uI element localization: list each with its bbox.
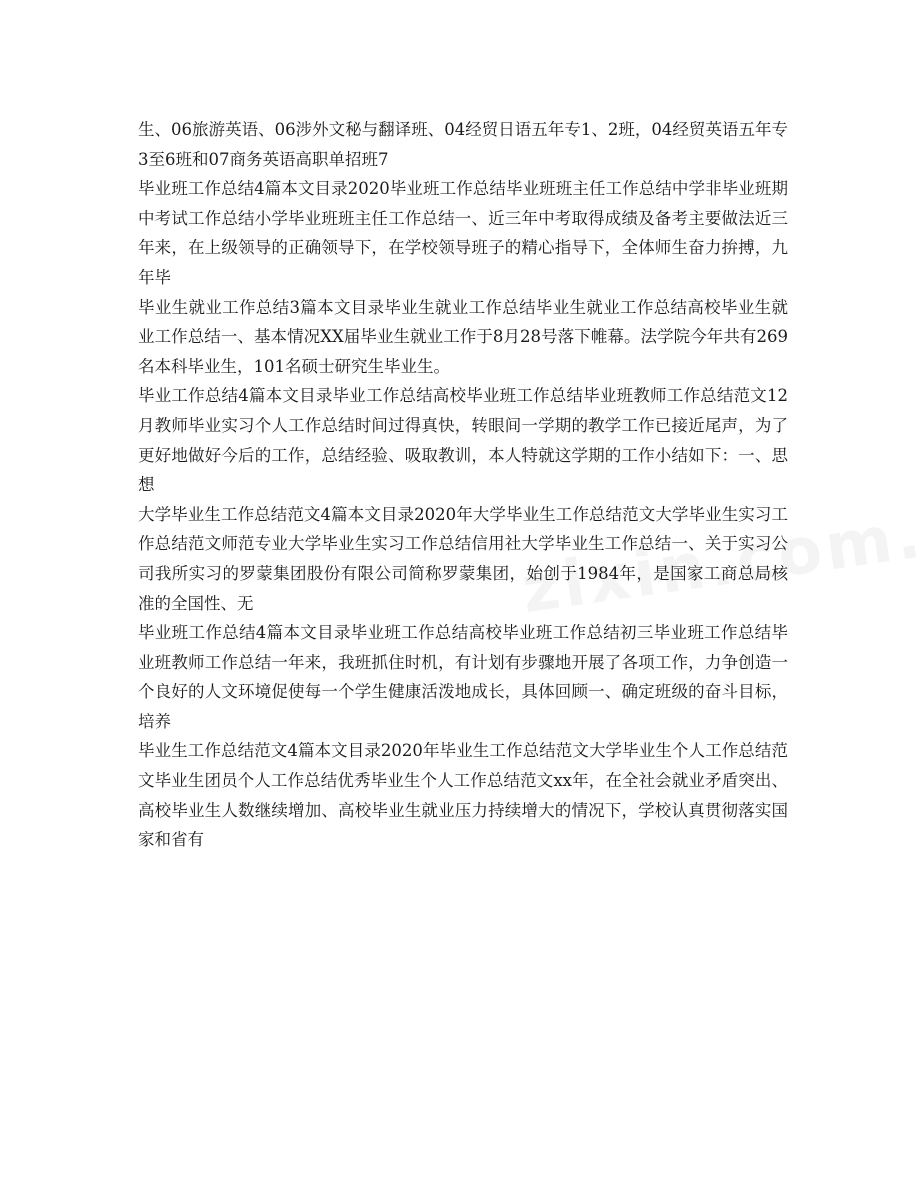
- paragraph-4: 毕业工作总结4篇本文目录毕业工作总结高校毕业班工作总结毕业班教师工作总结范文12月教师毕业实习个人工作总结时间过得真快，转眼间一学期的教学工作已接近尾声，为了更好地做好今后的工作，总结经验、吸取教训，本人特就这学期的工作小结如下：一、思想: [138, 386, 788, 495]
- paragraph-7: 毕业生工作总结范文4篇本文目录2020年毕业生工作总结范文大学毕业生个人工作总结范文毕业生团员个人工作总结优秀毕业生个人工作总结范文xx年，在全社会就业矛盾突出、高校毕业生人数继续增加、高校毕业生就业压力持续增大的情况下，学校认真贯彻落实国家和省有: [138, 741, 788, 850]
- paragraph-6: 毕业班工作总结4篇本文目录毕业班工作总结高校毕业班工作总结初三毕业班工作总结毕业班教师工作总结一年来，我班抓住时机，有计划有步骤地开展了各项工作，力争创造一个良好的人文环境促使每一个学生健康活泼地成长，具体回顾一、确定班级的奋斗目标，培养: [138, 623, 788, 731]
- paragraph-3: 毕业生就业工作总结3篇本文目录毕业生就业工作总结毕业生就业工作总结高校毕业生就业工作总结一、基本情况XX届毕业生就业工作于8月28号落下帷幕。法学院今年共有269名本科毕业生，101名硕士研究生毕业生。: [138, 297, 788, 376]
- paragraph-2: 毕业班工作总结4篇本文目录2020毕业班工作总结毕业班班主任工作总结中学非毕业班期中考试工作总结小学毕业班班主任工作总结一、近三年中考取得成绩及备考主要做法近三年来，在上级领导的正确领导下，在学校领导班子的精心指导下，全体师生奋力拚搏，九年毕: [138, 179, 788, 287]
- paragraph-5: 大学毕业生工作总结范文4篇本文目录2020年大学毕业生工作总结范文大学毕业生实习工作总结范文师范专业大学毕业生实习工作总结信用社大学毕业生工作总结一、关于实习公司我所实习的罗蒙集团股份有限公司简称罗蒙集团，始创于1984年，是国家工商总局核准的全国性、无: [138, 504, 788, 613]
- paragraph-1: 生、06旅游英语、06涉外文秘与翻译班、04经贸日语五年专1、2班，04经贸英语五年专3至6班和07商务英语高职单招班7: [138, 120, 788, 169]
- document-body: [138, 115, 788, 855]
